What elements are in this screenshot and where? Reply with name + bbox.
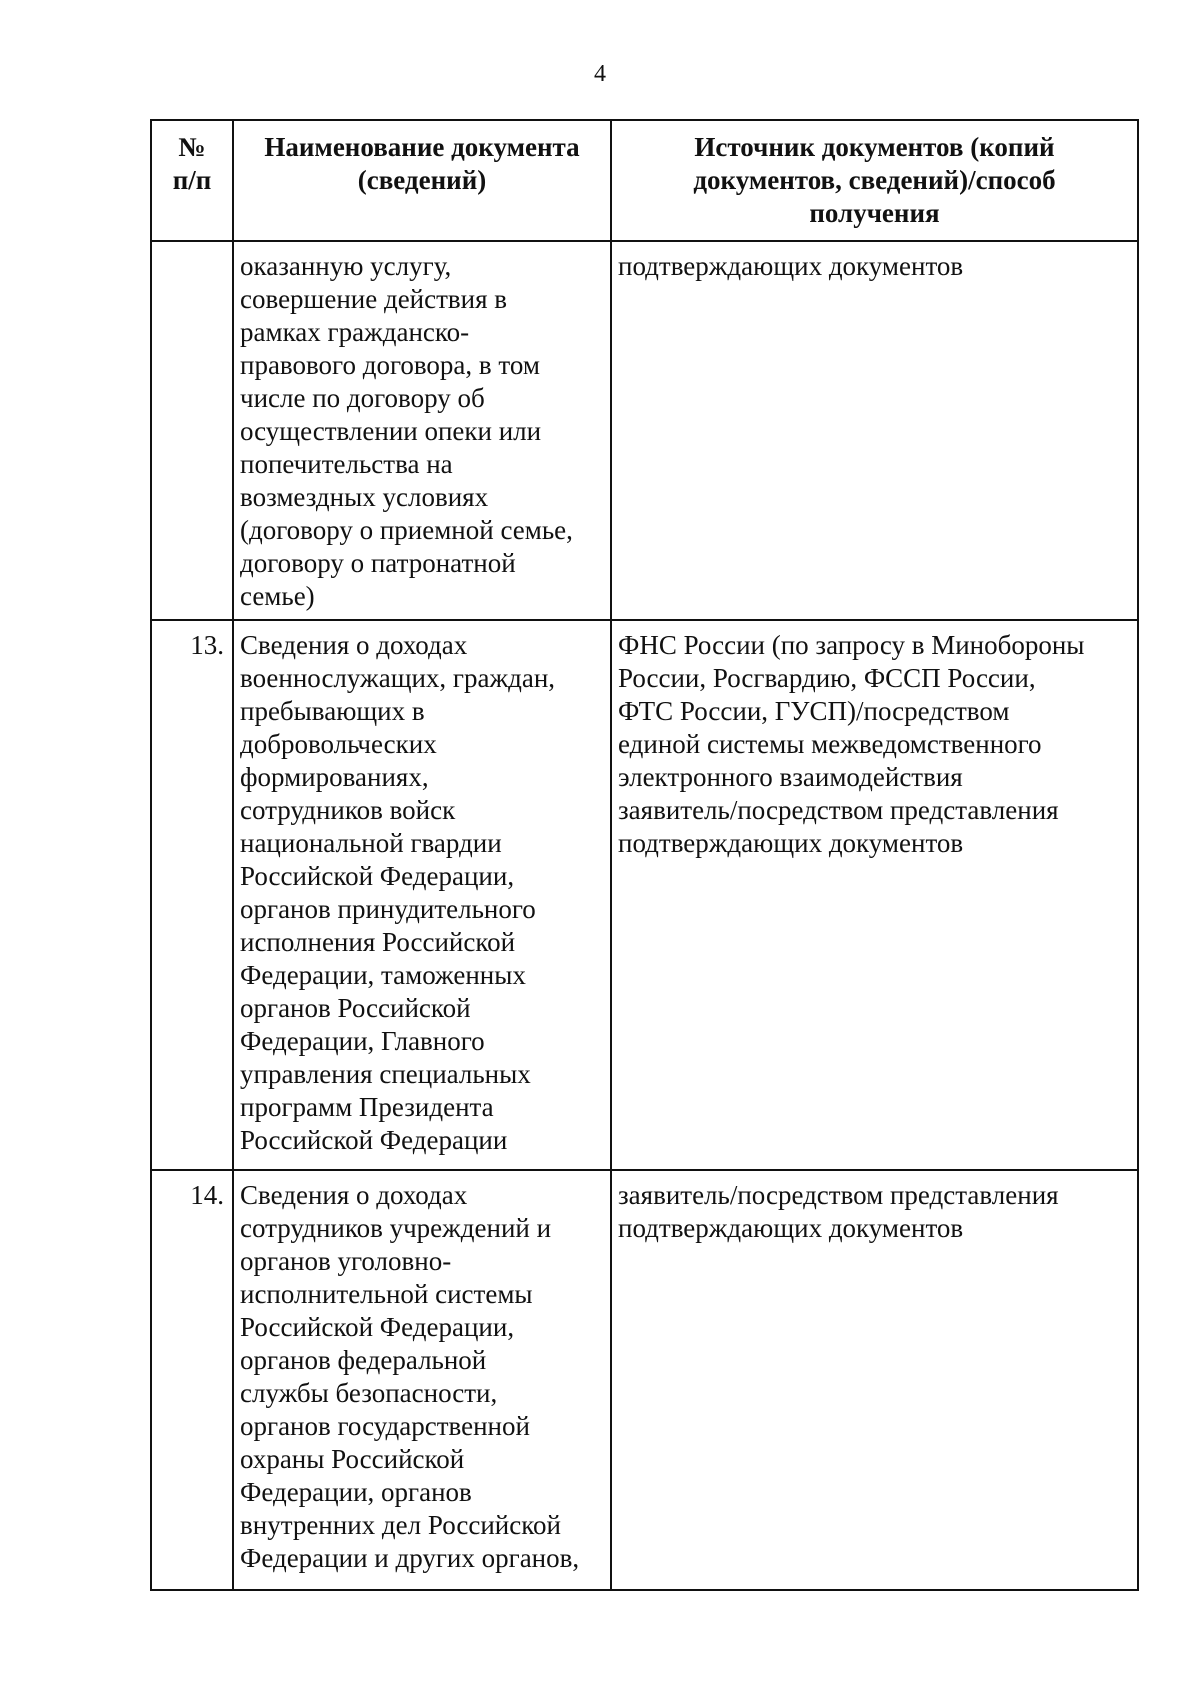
row-number-cell (151, 241, 233, 620)
row-document-name-cell (233, 1170, 611, 1590)
row-source-cell (611, 241, 1138, 620)
header-number (151, 120, 233, 241)
header-source (611, 120, 1138, 241)
row-source-cell (611, 620, 1138, 1170)
row-source: заявитель/посредством представления подтверждающих документов (618, 1180, 1059, 1243)
row-number: 13. (190, 630, 224, 660)
row-document-name: оказанную услугу, совершение действия в рамках гражданско- правового договора, в том числе по договору об осуществлении опеки или попечительства на возмездных условиях (договору о приемной семье, договору о патронатной семье) (240, 251, 573, 611)
row-source-cell (611, 1170, 1138, 1590)
row-document-name: Сведения о доходах военнослужащих, граждан, пребывающих в добровольческих формированиях, сотрудников войск национальной гвардии Российской Федерации, органов принудительного исполнения Российской Федерации, таможенных органов Российской Федерации, Главного управления специальных программ Президента Российской Федерации (240, 630, 556, 1155)
header-source-label: Источник документов (копий документов, сведений)/способ получения (693, 132, 1056, 228)
table-row (151, 241, 1138, 620)
page-number: 4 (594, 61, 606, 87)
row-number-cell (151, 1170, 233, 1590)
header-document-name-label: Наименование документа (сведений) (264, 132, 580, 195)
row-document-name: Сведения о доходах сотрудников учреждений и органов уголовно- исполнительной системы Российской Федерации, органов федеральной службы безопасности, органов государственной охраны Российской Федерации, органов внутренних дел Российской Федерации и других органов, (240, 1180, 580, 1573)
row-document-name-cell (233, 620, 611, 1170)
documents-table (150, 119, 1139, 1591)
table-row (151, 620, 1138, 1170)
row-number-cell (151, 620, 233, 1170)
table-row (151, 1170, 1138, 1590)
row-source: ФНС России (по запросу в Минобороны России, Росгвардию, ФССП России, ФТС России, ГУСП)/посредством единой системы межведомственного электронного взаимодействия заявитель/посредством представления подтверждающих документов (618, 630, 1085, 858)
row-document-name-cell (233, 241, 611, 620)
row-source: подтверждающих документов (618, 251, 964, 281)
row-number: 14. (190, 1180, 224, 1210)
table-header-row (151, 120, 1138, 241)
header-document-name (233, 120, 611, 241)
header-number-label: № п/п (172, 132, 212, 195)
